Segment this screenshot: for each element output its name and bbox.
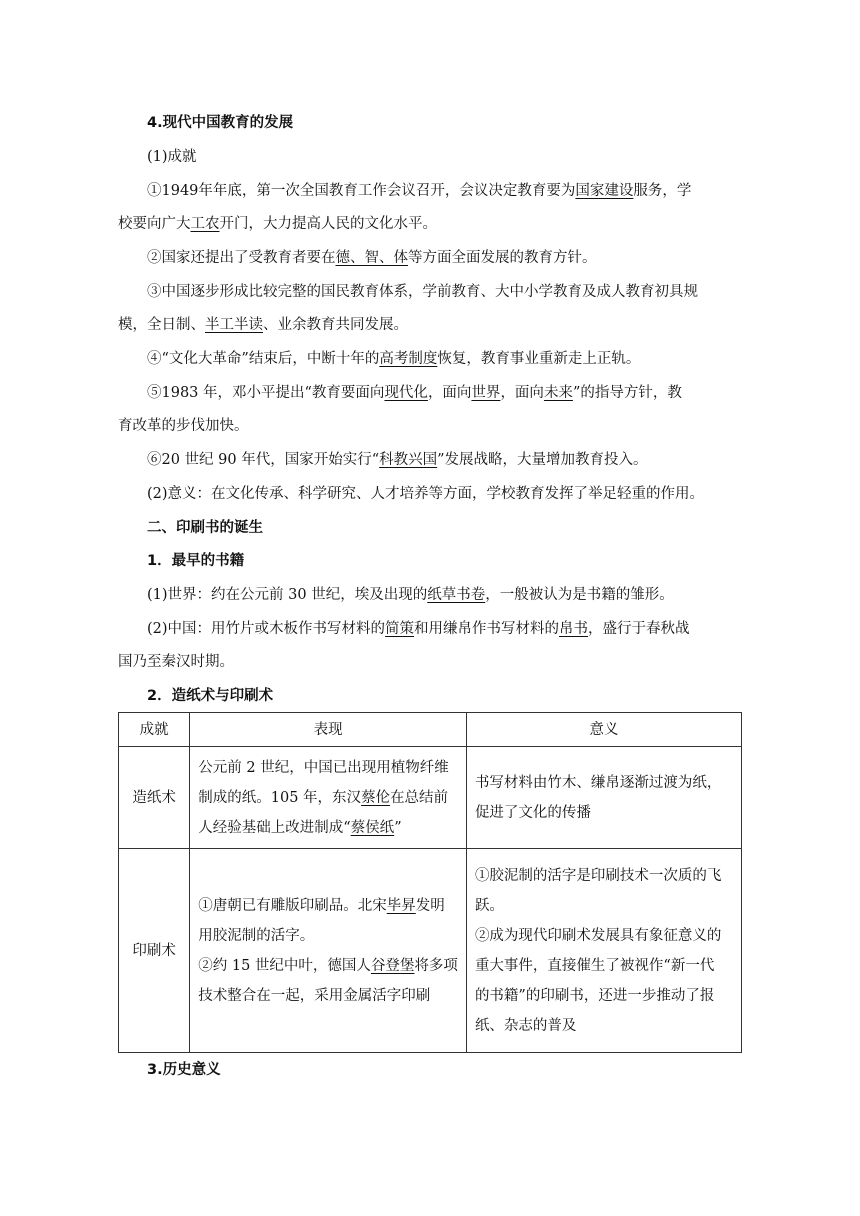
blank-answer: 科教兴国 [379, 452, 438, 468]
paragraph-line: 模，全日制、半工半读、业余教育共同发展。 [118, 317, 408, 333]
blank-answer: 高考制度 [379, 351, 438, 367]
subheading: 1．最早的书籍 [147, 553, 245, 569]
paragraph-line: ①1949年年底，第一次全国教育工作会议召开，会议决定教育要为国家建设服务，学 [147, 183, 692, 199]
blank-answer: 毕昇 [386, 897, 416, 914]
blank-answer: 国家建设 [575, 183, 634, 199]
subheading: 2．造纸术与印刷术 [147, 688, 274, 704]
section-title: 4.现代中国教育的发展 [147, 115, 294, 131]
paragraph-line: ②国家还提出了受教育者要在德、智、体等方面全面发展的教育方针。 [147, 250, 597, 266]
table-header: 表现 [190, 713, 467, 747]
paragraph-line: (2)中国：用竹片或木板作书写材料的简策和用缣帛作书写材料的帛书，盛行于春秋战 [147, 621, 690, 637]
section-title: 二、印刷书的诞生 [147, 520, 263, 536]
blank-answer: 现代化 [384, 385, 428, 401]
table-header-row [119, 713, 742, 747]
blank-answer: 世界 [471, 385, 501, 401]
blank-answer: 蔡侯纸 [350, 819, 395, 836]
blank-answer: 纸草书卷 [427, 587, 486, 603]
table-row [119, 747, 742, 849]
paragraph-line: ④“文化大革命”结束后，中断十年的高考制度恢复，教育事业重新走上正轨。 [147, 351, 641, 367]
table-cell: 公元前 2 世纪，中国已出现用植物纤维 制成的纸。105 年，东汉蔡伦在总结前 人经验基础上改进制成“蔡侯纸” [190, 747, 467, 849]
blank-answer: 工农 [190, 216, 220, 232]
table-header: 成就 [119, 713, 190, 747]
subheading: (1)成就 [147, 149, 197, 165]
table-cell: 书写材料由竹木、缣帛逐渐过渡为纸， 促进了文化的传播 [466, 747, 741, 849]
blank-answer: 谷登堡 [370, 957, 415, 974]
paragraph-line: (1)世界：约在公元前 30 世纪，埃及出现的纸草书卷，一般被认为是书籍的雏形。 [147, 587, 674, 603]
blank-answer: 半工半读 [205, 317, 263, 333]
table-cell: ①胶泥制的活字是印刷技术一次质的飞 跃。 ②成为现代印刷术发展具有象征意义的 重大事件，直接催生了被视作“新一代 的书籍”的印刷书，还进一步推动了报 纸、杂志的普及 [466, 849, 741, 1053]
paragraph-line: 国乃至秦汉时期。 [118, 654, 234, 670]
blank-answer: 蔡伦 [361, 789, 391, 806]
blank-answer: 简策 [385, 621, 415, 637]
paragraph-line: 校要向广大工农开门，大力提高人民的文化水平。 [118, 216, 437, 232]
table-row [119, 849, 742, 1053]
paragraph-line: ⑤1983 年，邓小平提出“教育要面向现代化，面向世界，面向未来”的指导方针，教 [147, 385, 682, 401]
table-cell: ①唐朝已有雕版印刷品。北宋毕昇发明 用胶泥制的活字。 ②约 15 世纪中叶，德国人谷登堡将多项 技术整合在一起，采用金属活字印刷 [190, 849, 467, 1053]
blank-answer: 帛书 [559, 621, 589, 637]
paragraph-line: (2)意义：在文化传承、科学研究、人才培养等方面，学校教育发挥了举足轻重的作用。 [147, 486, 705, 502]
paragraph-line: ③中国逐步形成比较完整的国民教育体系，学前教育、大中小学教育及成人教育初具规 [147, 284, 698, 300]
table-header: 意义 [466, 713, 741, 747]
blank-answer: 未来 [543, 385, 573, 401]
subheading: 3.历史意义 [147, 1062, 221, 1078]
blank-answer: 德、智、体 [335, 250, 408, 266]
table-cell: 造纸术 [119, 747, 190, 849]
paragraph-line: 育改革的步伐加快。 [118, 418, 249, 434]
table-cell: 印刷术 [119, 849, 190, 1053]
comparison-table [118, 712, 742, 1053]
paragraph-line: ⑥20 世纪 90 年代，国家开始实行“科教兴国”发展战略，大量增加教育投入。 [147, 452, 648, 468]
